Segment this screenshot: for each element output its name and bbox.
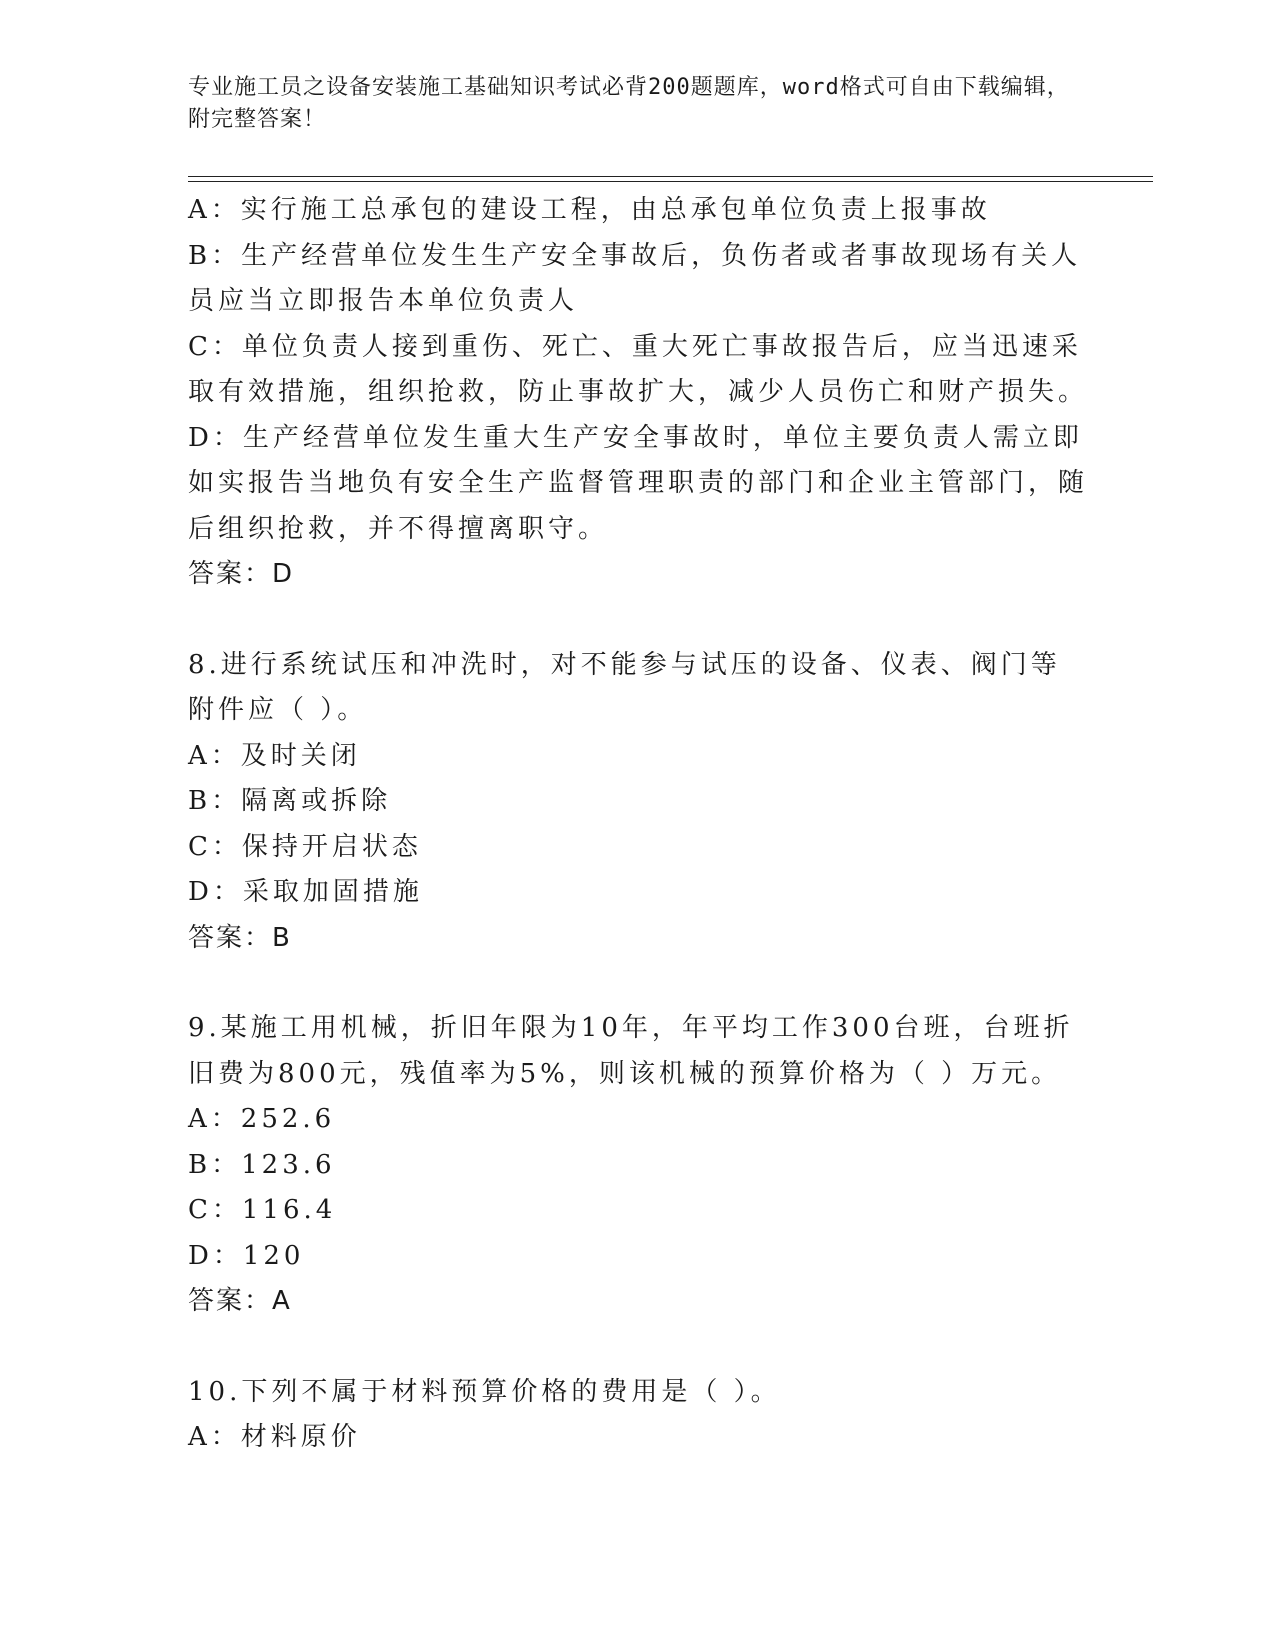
- question-9: [188, 1006, 1088, 1325]
- option-a: A：252.6: [188, 1104, 336, 1134]
- question-7-continued: [188, 188, 1088, 598]
- option-d: D：采取加固措施: [188, 877, 423, 907]
- question-8: [188, 643, 1088, 962]
- header-divider-bottom: [188, 181, 1153, 182]
- option-b: B：隔离或拆除: [188, 786, 392, 816]
- question-10: [188, 1370, 1088, 1461]
- option-d: D：生产经营单位发生重大生产安全事故时，单位主要负责人需立即如实报告当地负有安全生产监督管理职责的部门和企业主管部门，随后组织抢救，并不得擅离职守。: [188, 422, 1089, 544]
- header-divider-top: [188, 176, 1153, 177]
- option-d: D：120: [188, 1240, 305, 1271]
- document-body: [188, 188, 1088, 1461]
- option-c: C：保持开启状态: [188, 831, 422, 862]
- option-a: A：材料原价: [188, 1422, 361, 1452]
- question-text: 9.某施工用机械，折旧年限为10年，年平均工作300台班，台班折旧费为800元，残值率为5%，则该机械的预算价格为（ ）万元。: [188, 1013, 1074, 1089]
- option-b: B：123.6: [188, 1149, 336, 1180]
- option-c: C：单位负责人接到重伤、死亡、重大死亡事故报告后，应当迅速采取有效措施，组织抢救，防止事故扩大，减少人员伤亡和财产损失。: [188, 331, 1089, 407]
- question-text: 8.进行系统试压和冲洗时，对不能参与试压的设备、仪表、阀门等附件应（ ）。: [188, 649, 1061, 725]
- answer-line: 答案：D: [188, 559, 295, 589]
- question-text: 10.下列不属于材料预算价格的费用是（ ）。: [188, 1376, 781, 1407]
- option-a: A：及时关闭: [188, 740, 361, 771]
- option-a: A：实行施工总承包的建设工程，由总承包单位负责上报事故: [188, 195, 991, 225]
- answer-line: 答案：A: [188, 1286, 292, 1316]
- option-b: B：生产经营单位发生生产安全事故后，负伤者或者事故现场有关人员应当立即报告本单位负责人: [188, 240, 1082, 316]
- answer-line: 答案：B: [188, 922, 292, 953]
- option-c: C：116.4: [188, 1195, 337, 1225]
- document-header: 专业施工员之设备安装施工基础知识考试必背200题题库，word格式可自由下载编辑，附完整答案！: [188, 75, 1070, 132]
